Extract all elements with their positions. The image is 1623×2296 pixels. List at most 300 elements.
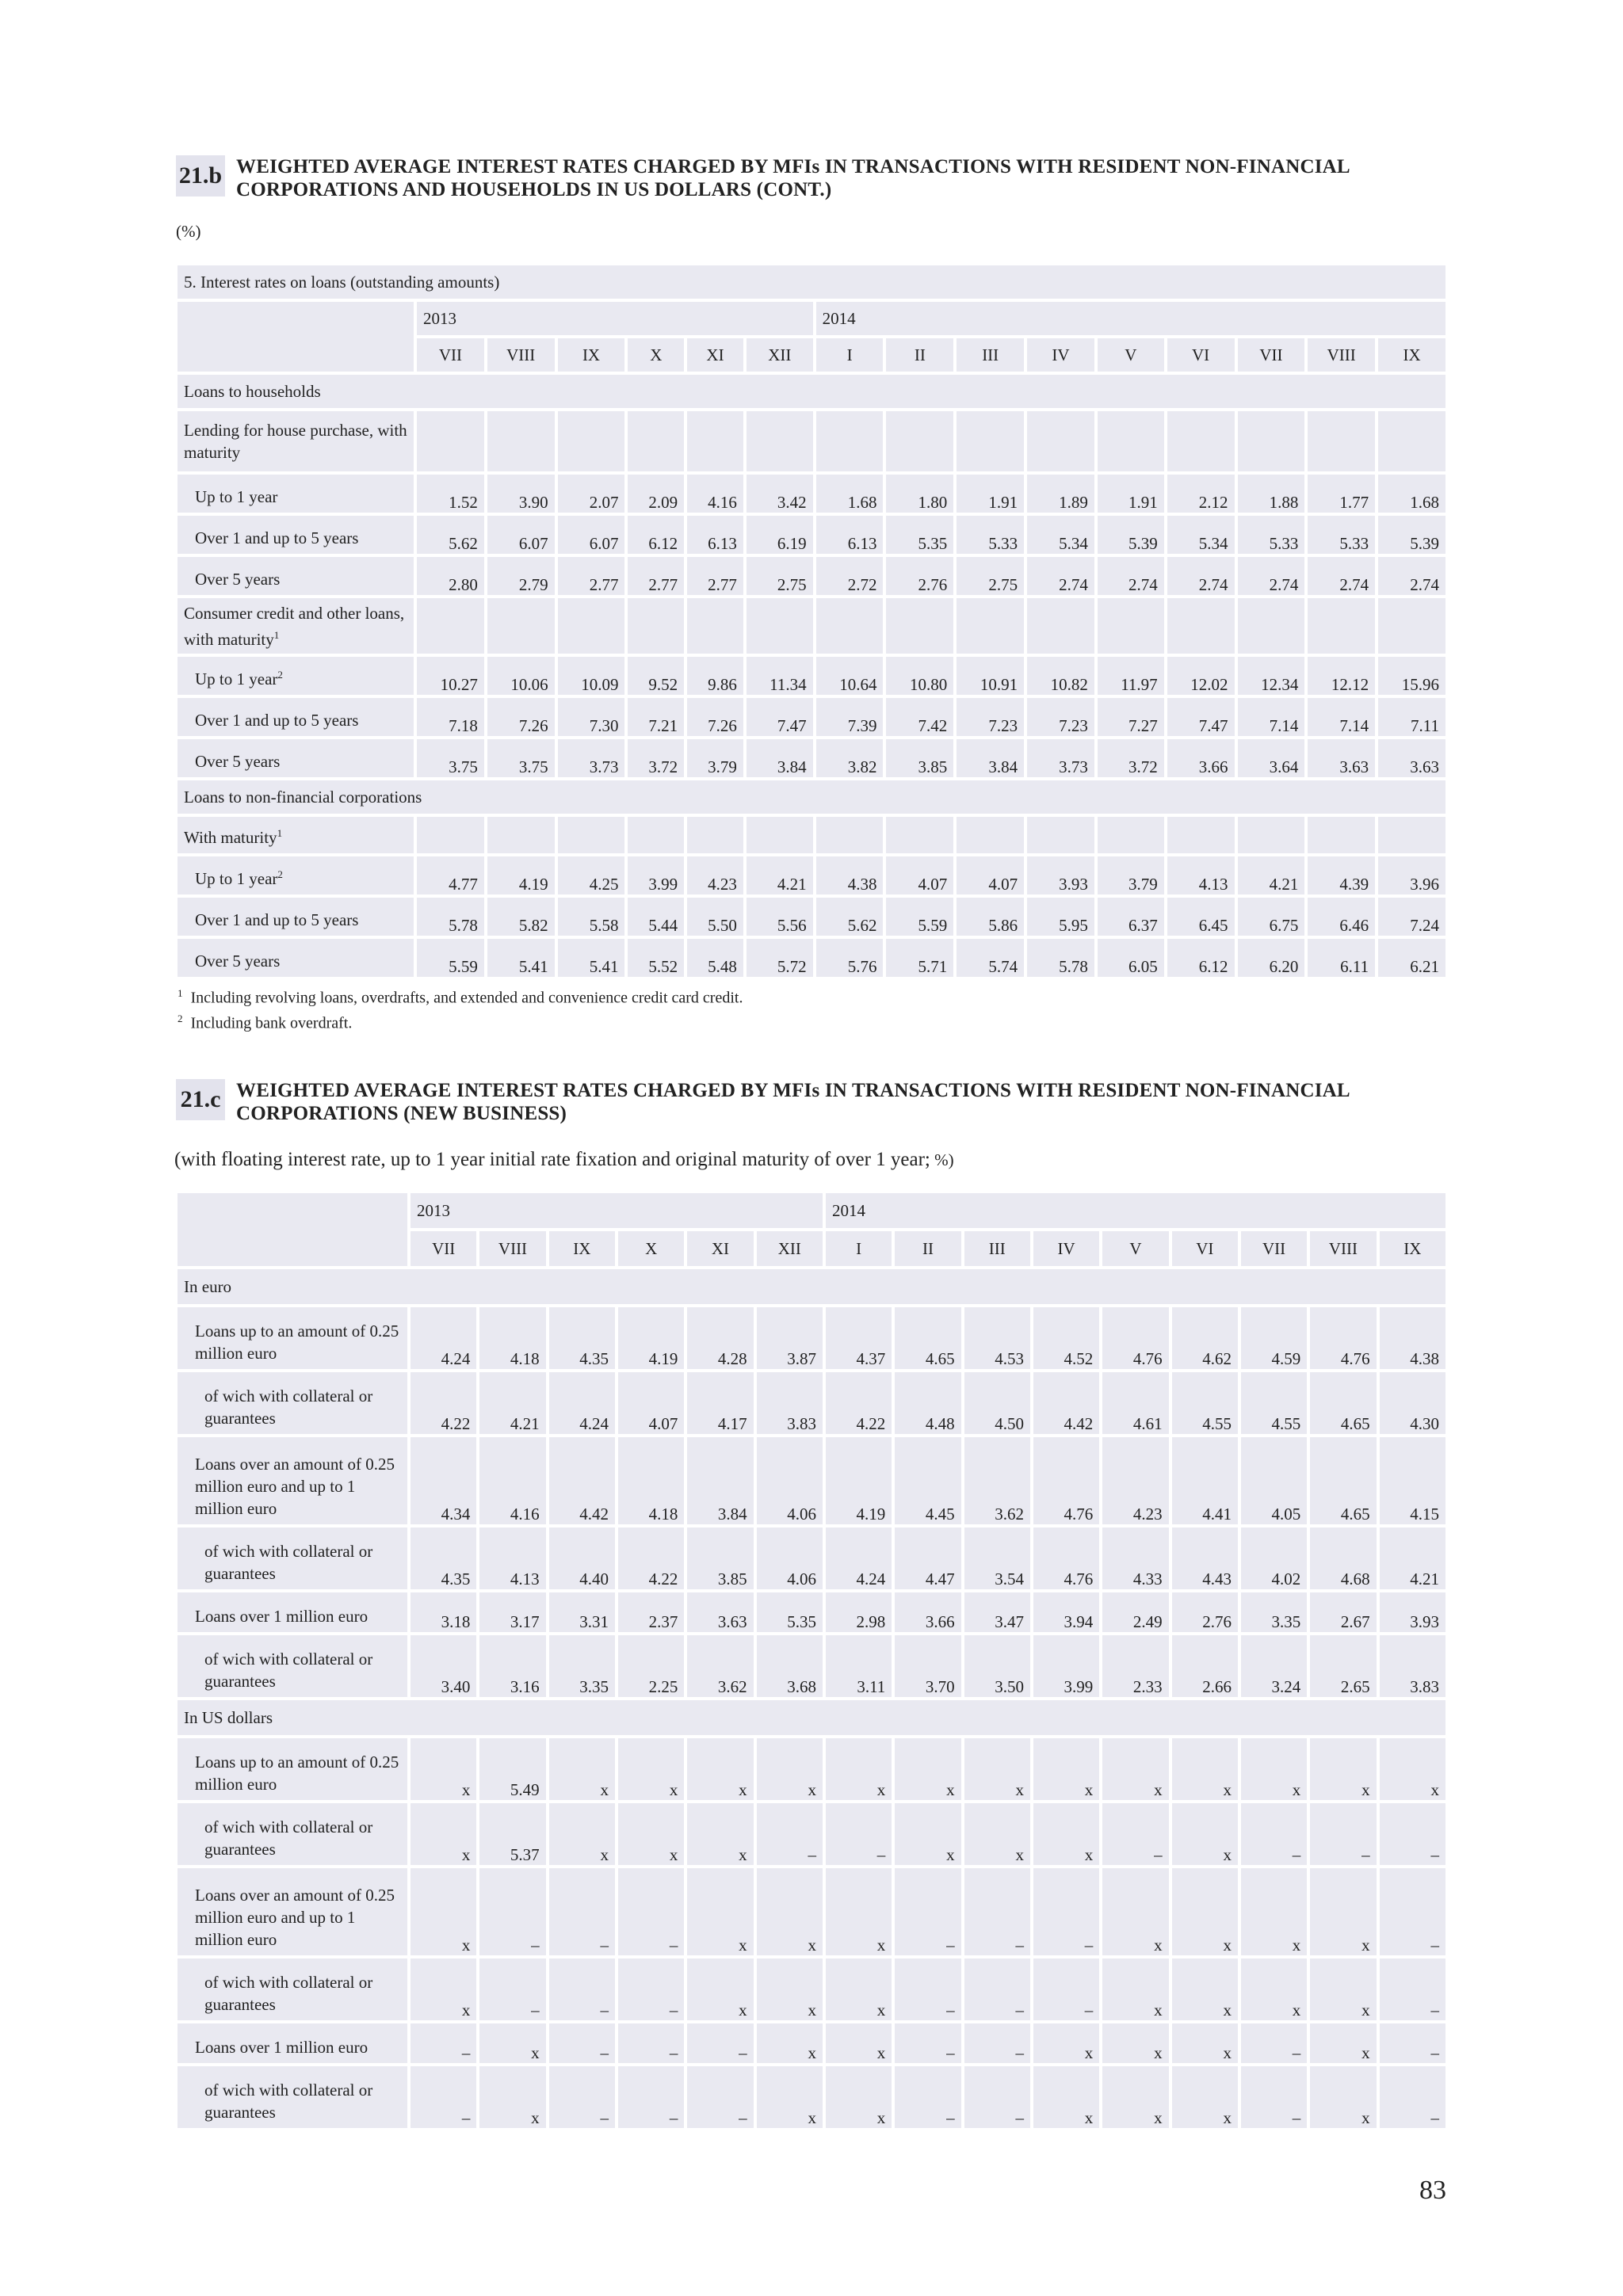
value-cell: x xyxy=(1172,1803,1238,1865)
value-cell: 3.16 xyxy=(479,1635,545,1697)
month-header: VIII xyxy=(1310,1231,1376,1266)
value-cell: 4.05 xyxy=(1241,1437,1307,1524)
value-cell: 5.59 xyxy=(886,898,953,936)
empty-cell xyxy=(687,598,743,654)
value-cell: 7.42 xyxy=(886,698,953,736)
value-cell: 3.99 xyxy=(628,856,684,894)
value-cell: 3.68 xyxy=(757,1635,823,1697)
value-cell: 4.38 xyxy=(816,856,884,894)
value-cell: 4.16 xyxy=(687,475,743,513)
value-cell: 4.02 xyxy=(1241,1527,1307,1589)
empty-cell xyxy=(687,817,743,853)
table-row xyxy=(178,1372,1445,1434)
value-cell: 3.50 xyxy=(964,1635,1030,1697)
value-cell: x xyxy=(1310,2023,1376,2063)
value-cell: x xyxy=(757,1738,823,1800)
value-cell: 5.44 xyxy=(628,898,684,936)
value-cell: 2.77 xyxy=(558,557,625,595)
value-cell: x xyxy=(687,1738,753,1800)
value-cell: 4.50 xyxy=(964,1372,1030,1434)
value-cell: 4.53 xyxy=(964,1307,1030,1369)
row-label: of wich with collateral or guarantees xyxy=(178,2066,407,2128)
empty-cell xyxy=(687,411,743,471)
value-cell: x xyxy=(826,1868,892,1955)
value-cell: 4.15 xyxy=(1380,1437,1445,1524)
value-cell: 2.66 xyxy=(1172,1635,1238,1697)
stub-header-cell xyxy=(178,1193,407,1266)
value-cell: 3.35 xyxy=(549,1635,615,1697)
empty-cell xyxy=(1238,411,1305,471)
table-row xyxy=(178,698,1445,736)
group-row xyxy=(178,1700,1445,1735)
value-cell: 4.76 xyxy=(1310,1307,1376,1369)
value-cell: 5.59 xyxy=(417,939,484,977)
value-cell: – xyxy=(411,2066,476,2128)
empty-cell xyxy=(1098,817,1164,853)
section-header-21c xyxy=(176,1079,1350,1125)
month-header: X xyxy=(618,1231,684,1266)
row-label: of wich with collateral or guarantees xyxy=(178,1803,407,1865)
value-cell: – xyxy=(687,2066,753,2128)
value-cell: x xyxy=(411,1738,476,1800)
month-header: III xyxy=(964,1231,1030,1266)
value-cell: 3.47 xyxy=(964,1592,1030,1632)
empty-cell xyxy=(886,411,953,471)
empty-cell xyxy=(558,598,625,654)
panel-title: 5. Interest rates on loans (outstanding amounts) xyxy=(178,265,1445,299)
empty-cell xyxy=(487,411,555,471)
empty-cell xyxy=(1378,598,1445,654)
year-header-row xyxy=(178,1193,1445,1228)
unit-label: (%) xyxy=(176,222,201,241)
table-subtitle: (with floating interest rate, up to 1 year initial rate fixation and original maturity of over 1 year; %) xyxy=(174,1149,954,1170)
value-cell: x xyxy=(549,1738,615,1800)
empty-cell xyxy=(1308,411,1375,471)
value-cell: 7.11 xyxy=(1378,698,1445,736)
value-cell: x xyxy=(895,1803,960,1865)
row-label: Over 1 and up to 5 years xyxy=(178,516,414,554)
section-number: 21.c xyxy=(176,1079,225,1120)
value-cell: 4.28 xyxy=(687,1307,753,1369)
value-cell: 7.30 xyxy=(558,698,625,736)
value-cell: 3.72 xyxy=(628,739,684,777)
value-cell: 4.65 xyxy=(1310,1437,1376,1524)
empty-cell xyxy=(747,817,813,853)
value-cell: 4.47 xyxy=(895,1527,960,1589)
value-cell: 5.76 xyxy=(816,939,884,977)
month-header: VII xyxy=(411,1231,476,1266)
value-cell: x xyxy=(1172,1738,1238,1800)
value-cell: 5.72 xyxy=(747,939,813,977)
table-row xyxy=(178,516,1445,554)
value-cell: 3.72 xyxy=(1098,739,1164,777)
value-cell: 10.82 xyxy=(1027,657,1094,695)
value-cell: 4.06 xyxy=(757,1527,823,1589)
value-cell: 1.80 xyxy=(886,475,953,513)
value-cell: 3.31 xyxy=(549,1592,615,1632)
value-cell: 6.45 xyxy=(1167,898,1235,936)
empty-cell xyxy=(1098,598,1164,654)
month-header: V xyxy=(1102,1231,1168,1266)
value-cell: 4.48 xyxy=(895,1372,960,1434)
value-cell: 3.94 xyxy=(1033,1592,1099,1632)
row-label: With maturity$^1$ xyxy=(178,817,414,853)
value-cell: 2.74 xyxy=(1238,557,1305,595)
value-cell: – xyxy=(895,2023,960,2063)
table-row xyxy=(178,856,1445,894)
value-cell: 4.39 xyxy=(1308,856,1375,894)
value-cell: – xyxy=(1033,1958,1099,2020)
empty-cell xyxy=(558,817,625,853)
value-cell: 3.93 xyxy=(1027,856,1094,894)
value-cell: 1.91 xyxy=(1098,475,1164,513)
group-row xyxy=(178,1269,1445,1304)
value-cell: 3.66 xyxy=(895,1592,960,1632)
value-cell: 6.20 xyxy=(1238,939,1305,977)
value-cell: 4.35 xyxy=(411,1527,476,1589)
value-cell: 6.07 xyxy=(558,516,625,554)
row-label: Loans over an amount of 0.25 million euro and up to 1 million euro xyxy=(178,1437,407,1524)
section-header-21b xyxy=(176,155,1350,201)
value-cell: 5.33 xyxy=(1308,516,1375,554)
empty-cell xyxy=(1027,598,1094,654)
value-cell: 3.79 xyxy=(687,739,743,777)
value-cell: 2.98 xyxy=(826,1592,892,1632)
value-cell: 4.41 xyxy=(1172,1437,1238,1524)
value-cell: x xyxy=(1102,1958,1168,2020)
month-header: IX xyxy=(1378,338,1445,372)
value-cell: – xyxy=(1102,1803,1168,1865)
value-cell: – xyxy=(1380,1958,1445,2020)
table-row xyxy=(178,1803,1445,1865)
row-label: of wich with collateral or guarantees xyxy=(178,1372,407,1434)
value-cell: 2.80 xyxy=(417,557,484,595)
value-cell: 7.47 xyxy=(1167,698,1235,736)
empty-cell xyxy=(957,598,1024,654)
table-row xyxy=(178,475,1445,513)
value-cell: x xyxy=(411,1868,476,1955)
value-cell: – xyxy=(895,1868,960,1955)
value-cell: 2.76 xyxy=(1172,1592,1238,1632)
month-header: VIII xyxy=(1308,338,1375,372)
value-cell: 5.56 xyxy=(747,898,813,936)
value-cell: 2.09 xyxy=(628,475,684,513)
value-cell: – xyxy=(549,2066,615,2128)
table-row xyxy=(178,1738,1445,1800)
value-cell: 2.79 xyxy=(487,557,555,595)
value-cell: x xyxy=(1172,2066,1238,2128)
value-cell: 3.90 xyxy=(487,475,555,513)
value-cell: 5.37 xyxy=(479,1803,545,1865)
value-cell: 4.35 xyxy=(549,1307,615,1369)
empty-cell xyxy=(558,411,625,471)
value-cell: 12.34 xyxy=(1238,657,1305,695)
value-cell: 2.37 xyxy=(618,1592,684,1632)
value-cell: x xyxy=(1033,1738,1099,1800)
value-cell: 1.89 xyxy=(1027,475,1094,513)
table-row xyxy=(178,1437,1445,1524)
value-cell: 12.12 xyxy=(1308,657,1375,695)
month-header: VIII xyxy=(487,338,555,372)
value-cell: 4.25 xyxy=(558,856,625,894)
value-cell: 5.41 xyxy=(558,939,625,977)
value-cell: 4.76 xyxy=(1033,1527,1099,1589)
value-cell: 4.21 xyxy=(479,1372,545,1434)
month-header: IX xyxy=(558,338,625,372)
table-row xyxy=(178,1307,1445,1369)
value-cell: 2.75 xyxy=(747,557,813,595)
value-cell: x xyxy=(757,2023,823,2063)
footnote-mark: 1 xyxy=(273,628,280,641)
value-cell: x xyxy=(757,2066,823,2128)
value-cell: 4.21 xyxy=(1238,856,1305,894)
page-number: 83 xyxy=(1419,2176,1446,2205)
empty-cell xyxy=(487,598,555,654)
value-cell: 4.55 xyxy=(1172,1372,1238,1434)
month-header: I xyxy=(816,338,884,372)
value-cell: 5.49 xyxy=(479,1738,545,1800)
value-cell: 7.23 xyxy=(1027,698,1094,736)
year-2013: 2013 xyxy=(411,1193,823,1228)
value-cell: x xyxy=(687,1958,753,2020)
value-cell: 3.83 xyxy=(1380,1635,1445,1697)
value-cell: 3.84 xyxy=(747,739,813,777)
value-cell: x xyxy=(826,2023,892,2063)
value-cell: 5.35 xyxy=(886,516,953,554)
value-cell: – xyxy=(618,1958,684,2020)
value-cell: 5.50 xyxy=(687,898,743,936)
value-cell: 2.77 xyxy=(628,557,684,595)
value-cell: 4.22 xyxy=(618,1527,684,1589)
value-cell: 2.75 xyxy=(957,557,1024,595)
value-cell: – xyxy=(411,2023,476,2063)
value-cell: 6.46 xyxy=(1308,898,1375,936)
value-cell: x xyxy=(1310,1738,1376,1800)
empty-cell xyxy=(1098,411,1164,471)
value-cell: 5.39 xyxy=(1378,516,1445,554)
month-header: II xyxy=(886,338,953,372)
value-cell: 7.14 xyxy=(1238,698,1305,736)
value-cell: 1.68 xyxy=(1378,475,1445,513)
value-cell: 4.21 xyxy=(747,856,813,894)
value-cell: 2.76 xyxy=(886,557,953,595)
empty-cell xyxy=(886,598,953,654)
value-cell: – xyxy=(618,2023,684,2063)
value-cell: x xyxy=(826,1958,892,2020)
empty-cell xyxy=(1238,817,1305,853)
row-label: Over 5 years xyxy=(178,939,414,977)
value-cell: 3.63 xyxy=(1378,739,1445,777)
value-cell: 4.22 xyxy=(411,1372,476,1434)
empty-cell xyxy=(1378,411,1445,471)
group-row xyxy=(178,375,1445,408)
value-cell: 5.62 xyxy=(417,516,484,554)
value-cell: 4.18 xyxy=(479,1307,545,1369)
footnote-mark: 1 xyxy=(277,826,283,839)
value-cell: 4.33 xyxy=(1102,1527,1168,1589)
value-cell: – xyxy=(1310,1803,1376,1865)
row-label: Consumer credit and other loans, with maturity$^1$ xyxy=(178,598,414,654)
value-cell: 4.77 xyxy=(417,856,484,894)
empty-cell xyxy=(1167,817,1235,853)
group-label: Loans to households xyxy=(178,375,1445,408)
value-cell: x xyxy=(1310,2066,1376,2128)
value-cell: – xyxy=(964,2066,1030,2128)
value-cell: 2.77 xyxy=(687,557,743,595)
value-cell: 3.96 xyxy=(1378,856,1445,894)
stub-header-cell xyxy=(178,302,414,372)
panel-title-row xyxy=(178,265,1445,299)
value-cell: x xyxy=(964,1738,1030,1800)
value-cell: – xyxy=(1241,2023,1307,2063)
value-cell: 6.05 xyxy=(1098,939,1164,977)
value-cell: – xyxy=(895,1958,960,2020)
value-cell: 3.79 xyxy=(1098,856,1164,894)
value-cell: 2.65 xyxy=(1310,1635,1376,1697)
value-cell: 3.64 xyxy=(1238,739,1305,777)
value-cell: 3.87 xyxy=(757,1307,823,1369)
value-cell: 5.33 xyxy=(957,516,1024,554)
value-cell: x xyxy=(1310,1868,1376,1955)
value-cell: – xyxy=(479,1868,545,1955)
value-cell: 4.68 xyxy=(1310,1527,1376,1589)
value-cell: 3.40 xyxy=(411,1635,476,1697)
row-label: Lending for house purchase, with maturity xyxy=(178,411,414,471)
year-2014: 2014 xyxy=(816,302,1445,335)
value-cell: 7.24 xyxy=(1378,898,1445,936)
value-cell: 4.13 xyxy=(479,1527,545,1589)
value-cell: 6.12 xyxy=(1167,939,1235,977)
value-cell: 4.18 xyxy=(618,1437,684,1524)
value-cell: 4.40 xyxy=(549,1527,615,1589)
value-cell: x xyxy=(1380,1738,1445,1800)
value-cell: 1.77 xyxy=(1308,475,1375,513)
month-header: XI xyxy=(687,338,743,372)
row-label: Over 1 and up to 5 years xyxy=(178,698,414,736)
value-cell: x xyxy=(411,1958,476,2020)
table-row xyxy=(178,2066,1445,2128)
value-cell: 4.76 xyxy=(1102,1307,1168,1369)
table-row xyxy=(178,557,1445,595)
value-cell: – xyxy=(895,2066,960,2128)
table-row xyxy=(178,1868,1445,1955)
table-row xyxy=(178,898,1445,936)
value-cell: – xyxy=(549,1868,615,1955)
value-cell: 4.30 xyxy=(1380,1372,1445,1434)
value-cell: 4.76 xyxy=(1033,1437,1099,1524)
value-cell: x xyxy=(1310,1958,1376,2020)
month-header: VII xyxy=(1238,338,1305,372)
value-cell: – xyxy=(479,1958,545,2020)
empty-cell xyxy=(1308,598,1375,654)
value-cell: 10.06 xyxy=(487,657,555,695)
value-cell: 3.75 xyxy=(417,739,484,777)
empty-cell xyxy=(1308,817,1375,853)
value-cell: – xyxy=(1380,2023,1445,2063)
table-21c xyxy=(174,1190,1449,2131)
empty-cell xyxy=(957,411,1024,471)
value-cell: 6.12 xyxy=(628,516,684,554)
value-cell: 11.97 xyxy=(1098,657,1164,695)
empty-cell xyxy=(747,411,813,471)
month-header: IX xyxy=(549,1231,615,1266)
value-cell: 7.18 xyxy=(417,698,484,736)
value-cell: – xyxy=(549,2023,615,2063)
value-cell: 3.83 xyxy=(757,1372,823,1434)
value-cell: 4.07 xyxy=(957,856,1024,894)
table-row xyxy=(178,2023,1445,2063)
footnote-mark: 2 xyxy=(277,669,283,681)
value-cell: 3.85 xyxy=(886,739,953,777)
value-cell: 2.74 xyxy=(1308,557,1375,595)
value-cell: 10.64 xyxy=(816,657,884,695)
table-row xyxy=(178,739,1445,777)
value-cell: 5.33 xyxy=(1238,516,1305,554)
value-cell: x xyxy=(1102,1868,1168,1955)
value-cell: 10.09 xyxy=(558,657,625,695)
empty-cell xyxy=(1167,598,1235,654)
value-cell: 7.14 xyxy=(1308,698,1375,736)
value-cell: x xyxy=(826,1738,892,1800)
month-header: IV xyxy=(1027,338,1094,372)
value-cell: 4.42 xyxy=(1033,1372,1099,1434)
value-cell: x xyxy=(411,1803,476,1865)
month-header: XII xyxy=(747,338,813,372)
value-cell: 6.13 xyxy=(687,516,743,554)
month-header: VII xyxy=(417,338,484,372)
value-cell: – xyxy=(618,1868,684,1955)
value-cell: x xyxy=(964,1803,1030,1865)
value-cell: 7.27 xyxy=(1098,698,1164,736)
table-row xyxy=(178,1635,1445,1697)
subheader-row xyxy=(178,817,1445,853)
value-cell: 1.91 xyxy=(957,475,1024,513)
value-cell: 4.07 xyxy=(618,1372,684,1434)
empty-cell xyxy=(816,598,884,654)
month-header: X xyxy=(628,338,684,372)
value-cell: 4.52 xyxy=(1033,1307,1099,1369)
value-cell: 5.48 xyxy=(687,939,743,977)
group-label: In US dollars xyxy=(178,1700,1445,1735)
value-cell: 3.24 xyxy=(1241,1635,1307,1697)
value-cell: – xyxy=(1380,1803,1445,1865)
month-header: XII xyxy=(757,1231,823,1266)
value-cell: x xyxy=(1033,1803,1099,1865)
value-cell: 5.39 xyxy=(1098,516,1164,554)
empty-cell xyxy=(1027,411,1094,471)
empty-cell xyxy=(747,598,813,654)
value-cell: x xyxy=(1241,1868,1307,1955)
value-cell: x xyxy=(1241,1738,1307,1800)
value-cell: 10.91 xyxy=(957,657,1024,695)
value-cell: 5.52 xyxy=(628,939,684,977)
month-header: XI xyxy=(687,1231,753,1266)
value-cell: 3.17 xyxy=(479,1592,545,1632)
value-cell: 3.75 xyxy=(487,739,555,777)
value-cell: 4.17 xyxy=(687,1372,753,1434)
month-header: VIII xyxy=(479,1231,545,1266)
value-cell: 7.26 xyxy=(687,698,743,736)
value-cell: 5.34 xyxy=(1027,516,1094,554)
empty-cell xyxy=(1238,598,1305,654)
value-cell: x xyxy=(1102,2066,1168,2128)
value-cell: 2.49 xyxy=(1102,1592,1168,1632)
value-cell: 4.19 xyxy=(826,1437,892,1524)
value-cell: x xyxy=(618,1738,684,1800)
month-header: I xyxy=(826,1231,892,1266)
value-cell: – xyxy=(826,1803,892,1865)
year-2014: 2014 xyxy=(826,1193,1445,1228)
